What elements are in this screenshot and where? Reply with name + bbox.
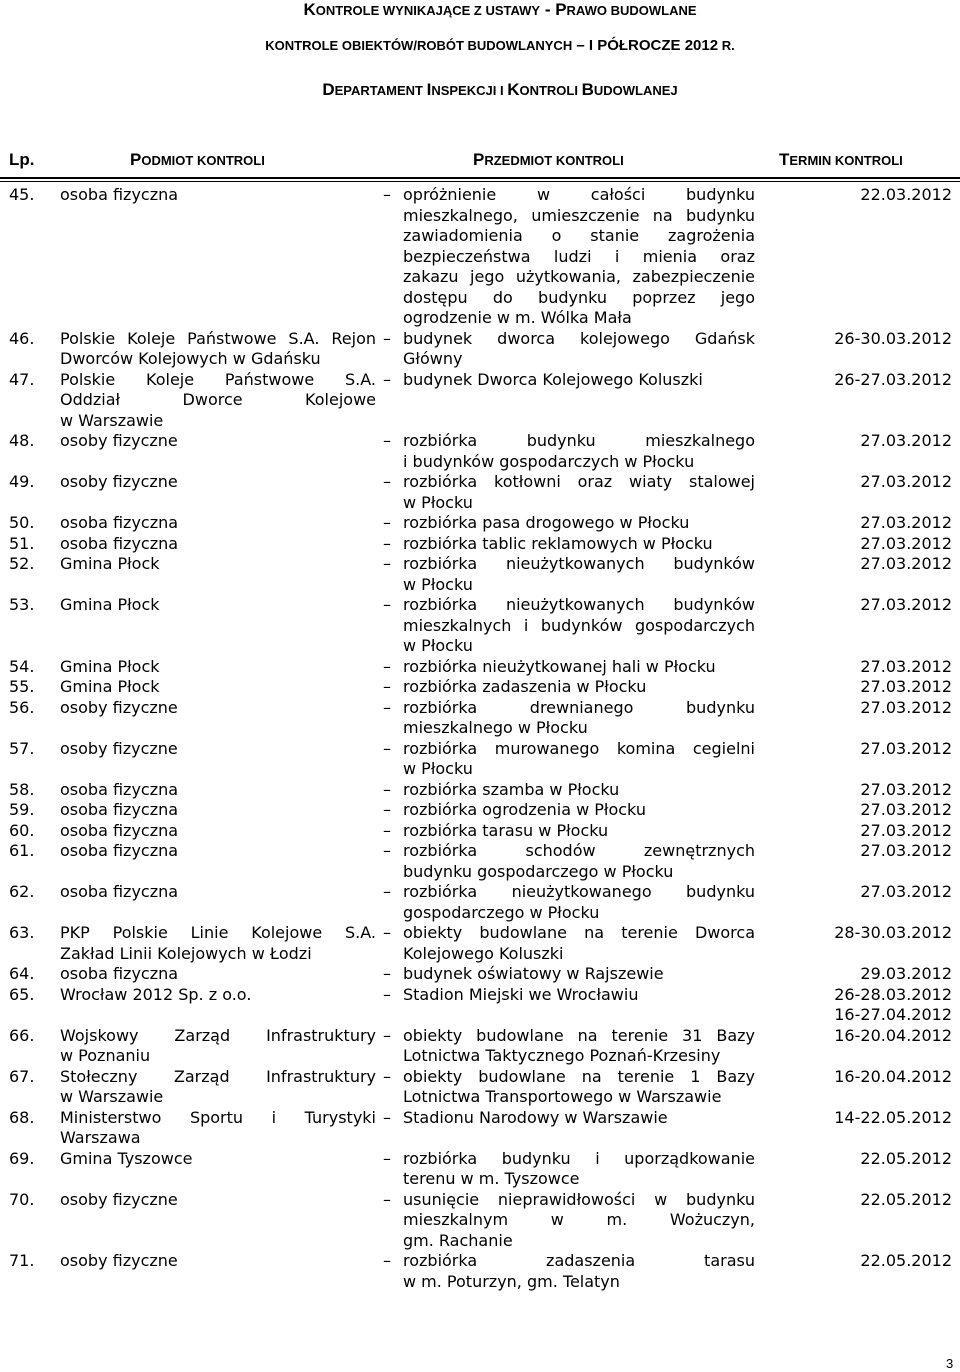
row-number: 64.: [9, 964, 35, 983]
dash-bullet: –: [383, 984, 391, 1004]
table-row: [0, 780, 960, 801]
inspection-date: [760, 739, 952, 760]
inspection-date: [760, 882, 952, 903]
object-line: budynek dworca kolejowego Gdańsk: [403, 328, 755, 348]
entity-line: Wrocław 2012 Sp. z o.o.: [60, 984, 252, 1004]
entity-line: Gmina Płock: [60, 554, 160, 573]
date-line: 26-28.03.2012: [834, 984, 952, 1004]
inspection-object: [383, 1251, 755, 1292]
inspection-date: [760, 595, 952, 616]
table-row: [0, 1149, 960, 1190]
dash-bullet: –: [383, 1066, 391, 1086]
table-row: [0, 1067, 960, 1108]
inspected-entity: [60, 985, 376, 1006]
object-line: mieszkalnym w m. Wożuczyn,: [403, 1210, 755, 1229]
inspection-object: [383, 431, 755, 472]
inspection-object: [383, 739, 755, 780]
dash-bullet: –: [383, 1107, 391, 1127]
object-line: gm. Rachanie: [403, 1230, 513, 1250]
inspection-date: [760, 780, 952, 801]
row-number: 59.: [9, 800, 35, 819]
inspection-object: [383, 657, 755, 678]
document-subtitle: KONTROLE OBIEKTÓW/ROBÓT BUDOWLANYCH – I PÓŁROCZE 2012 R.: [265, 37, 735, 54]
inspected-entity: [60, 513, 376, 534]
date-line: 26-30.03.2012: [834, 328, 952, 348]
entity-line: Polskie Koleje Państwowe S.A. Rejon: [60, 328, 376, 348]
row-number: 68.: [9, 1107, 35, 1127]
table-row: [0, 964, 960, 985]
date-line: 27.03.2012: [860, 533, 952, 553]
inspected-entity: [60, 1251, 376, 1272]
inspection-object: [383, 1190, 755, 1252]
dash-bullet: –: [383, 369, 391, 389]
inspection-object: [383, 1108, 755, 1129]
inspection-date: [760, 1108, 952, 1129]
object-line: rozbiórka ogrodzenia w Płocku: [403, 800, 646, 819]
inspection-object: [383, 800, 755, 821]
object-line: w Płocku: [403, 759, 473, 778]
inspection-object: [383, 1026, 755, 1067]
document-title: KONTROLE WYNIKAJĄCE Z USTAWY - PRAWO BUDOWLANE: [303, 0, 697, 19]
dash-bullet: –: [383, 656, 391, 676]
date-line: 22.05.2012: [860, 1251, 952, 1270]
row-number: 60.: [9, 820, 35, 840]
inspected-entity: [60, 370, 376, 432]
table-row: [0, 554, 960, 595]
object-line: rozbiórka nieużytkowanych budynków: [403, 595, 755, 614]
object-line: rozbiórka tarasu w Płocku: [403, 820, 609, 840]
entity-line: PKP Polskie Linie Kolejowe S.A.: [60, 923, 376, 942]
dash-bullet: –: [383, 800, 391, 819]
table-row: [0, 923, 960, 964]
object-line: w Płocku: [403, 574, 473, 594]
object-line: budynek oświatowy w Rajszewie: [403, 964, 664, 983]
object-line: rozbiórka szamba w Płocku: [403, 779, 620, 799]
object-line: rozbiórka budynku mieszkalnego: [403, 431, 755, 450]
inspected-entity: [60, 1067, 376, 1108]
column-header-przedmiot: PRZEDMIOT KONTROLI: [473, 150, 624, 169]
inspected-entity: [60, 841, 376, 862]
entity-line: osoba fizyczna: [60, 779, 179, 799]
date-line: 27.03.2012: [860, 738, 952, 758]
inspected-entity: [60, 595, 376, 616]
dash-bullet: –: [383, 1148, 391, 1168]
entity-line: osoba fizyczna: [60, 964, 179, 983]
inspected-entity: [60, 739, 376, 760]
inspection-date: [760, 821, 952, 842]
row-number: 70.: [9, 1189, 35, 1209]
inspection-object: [383, 534, 755, 555]
row-number: 54.: [9, 656, 35, 676]
inspection-date: [760, 472, 952, 493]
dash-bullet: –: [383, 595, 391, 614]
table-row: [0, 513, 960, 534]
header-rule-bottom: [0, 181, 960, 182]
row-number: 69.: [9, 1148, 35, 1168]
entity-line: w Warszawie: [60, 1087, 164, 1106]
dash-bullet: –: [383, 1251, 391, 1270]
date-line: 28-30.03.2012: [834, 923, 952, 942]
table-row: [0, 677, 960, 698]
row-number: 66.: [9, 1025, 35, 1045]
inspection-object: [383, 677, 755, 698]
table-row: [0, 329, 960, 370]
inspection-date: [760, 1251, 952, 1272]
entity-line: osoba fizyczna: [60, 185, 179, 204]
object-line: bezpieczeństwa ludzi i mienia oraz: [403, 246, 755, 266]
object-line: rozbiórka tablic reklamowych w Płocku: [403, 533, 713, 553]
entity-line: Gmina Płock: [60, 677, 160, 696]
inspected-entity: [60, 1149, 376, 1170]
row-number: 50.: [9, 513, 35, 532]
date-line: 27.03.2012: [860, 882, 952, 901]
dash-bullet: –: [383, 882, 391, 901]
object-line: Lotnictwa Taktycznego Poznań-Krzesiny: [403, 1046, 721, 1065]
row-number: 45.: [9, 185, 35, 204]
inspection-object: [383, 1067, 755, 1108]
date-line: 27.03.2012: [860, 656, 952, 676]
date-line: 26-27.03.2012: [834, 369, 952, 389]
object-line: Kolejowego Koluszki: [403, 943, 564, 963]
table-row: [0, 800, 960, 821]
entity-line: Gmina Tyszowce: [60, 1148, 193, 1168]
inspection-date: [760, 677, 952, 698]
object-line: rozbiórka zadaszenia w Płocku: [403, 677, 647, 696]
object-line: terenu w m. Tyszowce: [403, 1169, 580, 1188]
inspection-date: [760, 534, 952, 555]
inspection-date: [760, 985, 952, 1026]
inspected-entity: [60, 800, 376, 821]
inspected-entity: [60, 923, 376, 964]
inspection-date: [760, 841, 952, 862]
dash-bullet: –: [383, 533, 391, 553]
row-number: 56.: [9, 697, 35, 717]
dash-bullet: –: [383, 677, 391, 696]
inspected-entity: [60, 431, 376, 452]
object-line: w m. Poturzyn, gm. Telatyn: [403, 1271, 620, 1291]
object-line: opróżnienie w całości budynku: [403, 185, 755, 204]
row-number: 48.: [9, 431, 35, 450]
entity-line: Dworców Kolejowych w Gdańsku: [60, 349, 321, 368]
date-line: 16-20.04.2012: [834, 1066, 952, 1086]
object-line: dostępu do budynku poprzez jego: [403, 287, 755, 307]
inspected-entity: [60, 821, 376, 842]
entity-line: w Poznaniu: [60, 1046, 151, 1065]
entity-line: Stołeczny Zarząd Infrastruktury: [60, 1066, 376, 1086]
object-line: budynku gospodarczego w Płocku: [403, 861, 674, 881]
dash-bullet: –: [383, 513, 391, 532]
row-number: 62.: [9, 882, 35, 901]
header-rule-top: [0, 177, 960, 179]
inspection-object: [383, 985, 755, 1006]
date-line: 27.03.2012: [860, 779, 952, 799]
entity-line: Wojskowy Zarząd Infrastruktury: [60, 1025, 376, 1045]
entity-line: osoba fizyczna: [60, 800, 179, 819]
inspected-entity: [60, 554, 376, 575]
object-line: budynek Dworca Kolejowego Koluszki: [403, 369, 703, 389]
object-line: mieszkalnego w Płocku: [403, 718, 588, 737]
inspection-object: [383, 821, 755, 842]
date-line: 29.03.2012: [860, 964, 952, 983]
inspection-date: [760, 657, 952, 678]
inspection-date: [760, 1026, 952, 1047]
inspected-entity: [60, 677, 376, 698]
dash-bullet: –: [383, 1025, 391, 1045]
object-line: Stadionu Narodowy w Warszawie: [403, 1107, 668, 1127]
table-row: [0, 739, 960, 780]
table-row: [0, 185, 960, 329]
object-line: usunięcie nieprawidłowości w budynku: [403, 1189, 755, 1209]
object-line: rozbiórka nieużytkowanych budynków: [403, 554, 755, 573]
inspection-date: [760, 329, 952, 350]
object-line: rozbiórka drewnianego budynku: [403, 697, 755, 717]
object-line: Stadion Miejski we Wrocławiu: [403, 984, 639, 1004]
object-line: zawiadomienia o stanie zagrożenia: [403, 226, 755, 245]
inspected-entity: [60, 534, 376, 555]
entity-line: Polskie Koleje Państwowe S.A.: [60, 369, 376, 389]
date-line: 27.03.2012: [860, 595, 952, 614]
object-line: rozbiórka nieużytkowanej hali w Płocku: [403, 656, 716, 676]
object-line: w Płocku: [403, 492, 473, 512]
entity-line: osoby fizyczne: [60, 738, 178, 758]
inspection-object: [383, 964, 755, 985]
inspection-object: [383, 370, 755, 391]
dash-bullet: –: [383, 554, 391, 573]
table-row: [0, 882, 960, 923]
dash-bullet: –: [383, 779, 391, 799]
date-line: 27.03.2012: [860, 554, 952, 573]
row-number: 71.: [9, 1251, 35, 1270]
date-line: 27.03.2012: [860, 431, 952, 450]
inspection-date: [760, 923, 952, 944]
column-header-termin: TERMIN KONTROLI: [779, 150, 903, 169]
object-line: obiekty budowlane na terenie 1 Bazy: [403, 1066, 755, 1086]
object-line: i budynków gospodarczych w Płocku: [403, 451, 695, 471]
date-line: 27.03.2012: [860, 513, 952, 532]
entity-line: osoby fizyczne: [60, 697, 178, 717]
object-line: gospodarczego w Płocku: [403, 902, 600, 922]
entity-line: osoba fizyczna: [60, 841, 179, 860]
inspection-date: [760, 698, 952, 719]
object-line: rozbiórka budynku i uporządkowanie: [403, 1148, 755, 1168]
inspection-object: [383, 882, 755, 923]
table-row: [0, 821, 960, 842]
inspection-date: [760, 431, 952, 452]
inspection-object: [383, 513, 755, 534]
table-row: [0, 1108, 960, 1149]
dash-bullet: –: [383, 472, 391, 491]
table-row: [0, 698, 960, 739]
inspection-object: [383, 1149, 755, 1190]
row-number: 51.: [9, 533, 35, 553]
table-row: [0, 657, 960, 678]
table-row: [0, 1026, 960, 1067]
object-line: rozbiórka schodów zewnętrznych: [403, 841, 755, 860]
department-name: DEPARTAMENT INSPEKCJI I KONTROLI BUDOWLANEJ: [322, 80, 678, 99]
inspection-date: [760, 513, 952, 534]
row-number: 65.: [9, 984, 35, 1004]
entity-line: Ministerstwo Sportu i Turystyki: [60, 1107, 376, 1127]
dash-bullet: –: [383, 431, 391, 450]
inspection-date: [760, 185, 952, 206]
inspection-date: [760, 1067, 952, 1088]
column-header-lp: Lp.: [9, 150, 35, 169]
object-line: Lotnictwa Transportowego w Warszawie: [403, 1087, 722, 1106]
inspected-entity: [60, 780, 376, 801]
entity-line: osoby fizyczne: [60, 1251, 178, 1270]
inspection-object: [383, 329, 755, 370]
object-line: w Płocku: [403, 636, 473, 655]
row-number: 55.: [9, 677, 35, 696]
row-number: 52.: [9, 554, 35, 573]
inspection-date: [760, 370, 952, 391]
row-number: 61.: [9, 841, 35, 860]
row-number: 47.: [9, 369, 35, 389]
object-line: mieszkalnego, umieszczenie na budynku: [403, 205, 755, 225]
inspection-date: [760, 964, 952, 985]
object-line: ogrodzenie w m. Wólka Mała: [403, 308, 632, 327]
table-row: [0, 431, 960, 472]
inspection-object: [383, 185, 755, 329]
dash-bullet: –: [383, 820, 391, 840]
date-line: 16-20.04.2012: [834, 1025, 952, 1045]
dash-bullet: –: [383, 964, 391, 983]
dash-bullet: –: [383, 923, 391, 942]
table-row: [0, 1190, 960, 1252]
object-line: rozbiórka kotłowni oraz wiaty stalowej: [403, 472, 755, 491]
table-row: [0, 841, 960, 882]
date-line: 27.03.2012: [860, 820, 952, 840]
object-line: obiekty budowlane na terenie 31 Bazy: [403, 1025, 755, 1045]
object-line: zakazu jego użytkowania, zabezpieczenie: [403, 267, 755, 286]
inspection-date: [760, 1190, 952, 1211]
page-number: 3: [946, 1356, 954, 1371]
inspection-object: [383, 472, 755, 513]
date-line: 27.03.2012: [860, 800, 952, 819]
object-line: rozbiórka murowanego komina cegielni: [403, 738, 755, 758]
dash-bullet: –: [383, 185, 391, 204]
date-line: 27.03.2012: [860, 841, 952, 860]
entity-line: osoby fizyczne: [60, 431, 178, 450]
inspected-entity: [60, 964, 376, 985]
date-line: 27.03.2012: [860, 677, 952, 696]
entity-line: osoba fizyczna: [60, 513, 179, 532]
inspected-entity: [60, 882, 376, 903]
entity-line: Zakład Linii Kolejowych w Łodzi: [60, 943, 312, 963]
table-row: [0, 472, 960, 513]
row-number: 53.: [9, 595, 35, 614]
object-line: rozbiórka pasa drogowego w Płocku: [403, 513, 690, 532]
object-line: obiekty budowlane na terenie Dworca: [403, 923, 755, 942]
object-line: mieszkalnych i budynków gospodarczych: [403, 615, 755, 635]
entity-line: Warszawa: [60, 1128, 141, 1147]
entity-line: osoby fizyczne: [60, 1189, 178, 1209]
date-line: 14-22.05.2012: [834, 1107, 952, 1127]
inspected-entity: [60, 472, 376, 493]
object-line: rozbiórka zadaszenia tarasu: [403, 1251, 755, 1270]
table-row: [0, 985, 960, 1026]
dash-bullet: –: [383, 328, 391, 348]
entity-line: Gmina Płock: [60, 656, 160, 676]
entity-line: osoba fizyczna: [60, 820, 179, 840]
inspection-object: [383, 698, 755, 739]
inspection-object: [383, 841, 755, 882]
row-number: 49.: [9, 472, 35, 491]
dash-bullet: –: [383, 697, 391, 717]
entity-line: Gmina Płock: [60, 595, 160, 614]
inspected-entity: [60, 329, 376, 370]
date-line: 27.03.2012: [860, 472, 952, 491]
dash-bullet: –: [383, 738, 391, 758]
date-line: 27.03.2012: [860, 697, 952, 717]
table-row: [0, 595, 960, 657]
date-line: 16-27.04.2012: [834, 1005, 952, 1024]
inspection-date: [760, 1149, 952, 1170]
row-number: 67.: [9, 1066, 35, 1086]
dash-bullet: –: [383, 841, 391, 860]
date-line: 22.05.2012: [860, 1148, 952, 1168]
inspected-entity: [60, 698, 376, 719]
inspection-date: [760, 800, 952, 821]
row-number: 58.: [9, 779, 35, 799]
entity-line: Oddział Dworce Kolejowe: [60, 390, 376, 409]
inspected-entity: [60, 185, 376, 206]
inspection-date: [760, 554, 952, 575]
column-header-podmiot: PODMIOT KONTROLI: [130, 150, 265, 169]
entity-line: osoby fizyczne: [60, 472, 178, 491]
object-line: Główny: [403, 349, 463, 368]
table-row: [0, 370, 960, 432]
entity-line: osoba fizyczna: [60, 533, 179, 553]
inspection-object: [383, 554, 755, 595]
entity-line: osoba fizyczna: [60, 882, 179, 901]
inspected-entity: [60, 1190, 376, 1211]
row-number: 63.: [9, 923, 35, 942]
row-number: 57.: [9, 738, 35, 758]
dash-bullet: –: [383, 1189, 391, 1209]
entity-line: w Warszawie: [60, 410, 164, 430]
inspection-object: [383, 780, 755, 801]
object-line: rozbiórka nieużytkowanego budynku: [403, 882, 755, 901]
date-line: 22.03.2012: [860, 185, 952, 204]
inspection-object: [383, 923, 755, 964]
date-line: 22.05.2012: [860, 1189, 952, 1209]
table-row: [0, 1251, 960, 1292]
inspected-entity: [60, 657, 376, 678]
row-number: 46.: [9, 328, 35, 348]
inspection-object: [383, 595, 755, 657]
inspected-entity: [60, 1108, 376, 1149]
inspected-entity: [60, 1026, 376, 1067]
table-row: [0, 534, 960, 555]
